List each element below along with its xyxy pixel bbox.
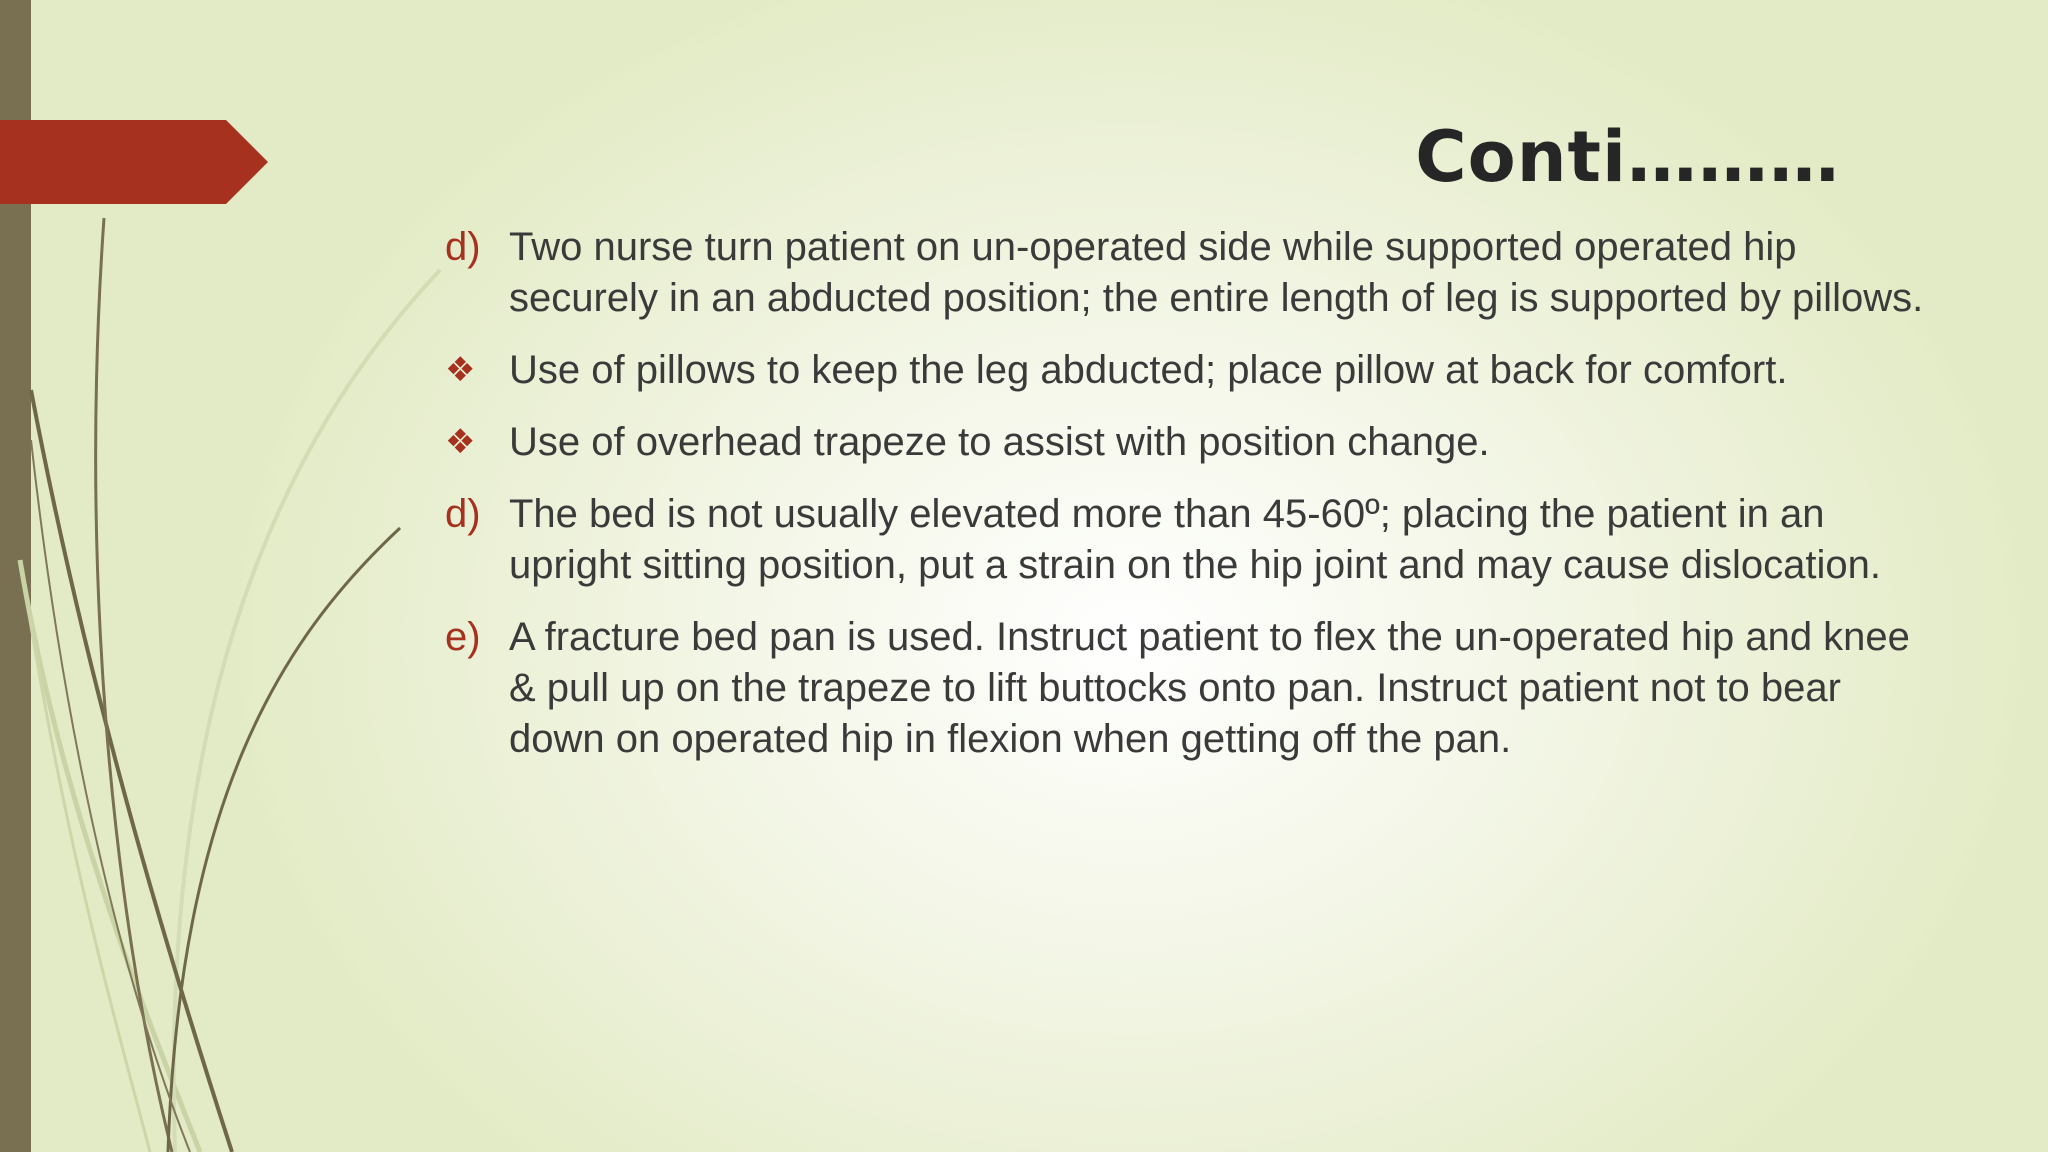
list-item-text: Two nurse turn patient on un-operated side while supported operated hip securely in an abducted position; the entire length of leg is supported by pillows.	[509, 225, 1924, 320]
list-item	[445, 345, 1945, 396]
slide-title: Conti………	[1415, 116, 1840, 198]
decor-curve-dark-1	[31, 390, 232, 1152]
list-item	[445, 417, 1945, 468]
list-marker: e)	[445, 615, 481, 659]
decor-curve-light-2	[174, 270, 440, 1152]
red-arrow-banner	[0, 120, 268, 204]
list-marker: d)	[445, 492, 481, 536]
list-item	[445, 222, 1945, 324]
list-item	[445, 612, 1945, 765]
bullet-list	[445, 222, 1945, 786]
list-marker: d)	[445, 225, 481, 269]
list-item	[445, 489, 1945, 591]
decor-curve-dark-4	[31, 440, 190, 1152]
list-item-text: Use of overhead trapeze to assist with position change.	[509, 420, 1490, 464]
list-item-text: The bed is not usually elevated more than 45-60º; placing the patient in an upright sitting position, put a strain on the hip joint and may cause dislocation.	[509, 492, 1881, 587]
decor-curve-dark-2	[96, 218, 172, 1152]
diamond-bullet-icon: ❖	[445, 422, 476, 462]
diamond-bullet-icon: ❖	[445, 350, 476, 390]
list-item-text: Use of pillows to keep the leg abducted; place pillow at back for comfort.	[509, 348, 1788, 392]
list-item-text: A fracture bed pan is used. Instruct patient to flex the un-operated hip and knee & pull up on the trapeze to lift buttocks onto pan. Instruct patient not to bear down on operated hip in flexion when getting off the pan.	[509, 615, 1910, 761]
